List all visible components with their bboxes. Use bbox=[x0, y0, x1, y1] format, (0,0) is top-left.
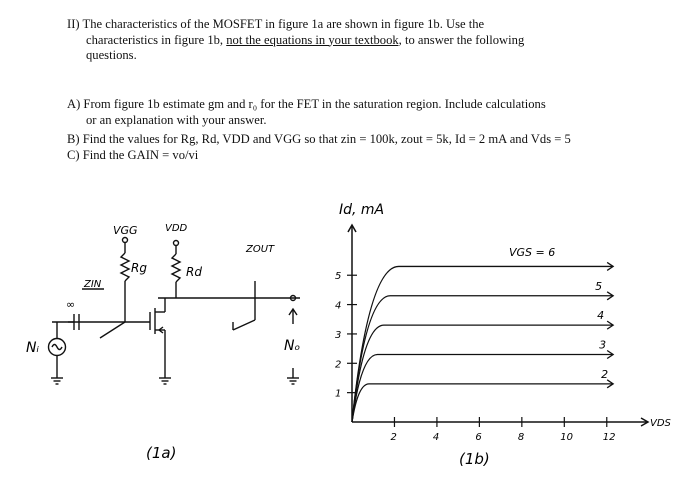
figure-1b-caption: (1b) bbox=[459, 450, 490, 468]
underlined-note: not the equations in your textbook, bbox=[226, 32, 402, 47]
chart-xlabel: VDS bbox=[650, 418, 671, 429]
y-tick-label: 3 bbox=[335, 329, 342, 341]
vdd-label: VDD bbox=[165, 223, 188, 234]
x-tick-label: 8 bbox=[517, 432, 525, 443]
problem-line-3: questions. bbox=[86, 48, 137, 62]
y-tick-label: 4 bbox=[335, 300, 342, 312]
curve-label-5: 5 bbox=[595, 279, 603, 293]
question-a-line-2: or an explanation with your answer. bbox=[86, 112, 267, 127]
y-tick-label: 1 bbox=[335, 388, 342, 400]
infinity-symbol: ∞ bbox=[66, 298, 76, 311]
vi-label: Nᵢ bbox=[26, 340, 39, 356]
problem-line-2c: to answer the following bbox=[401, 32, 525, 47]
figure-1a-caption: (1a) bbox=[146, 444, 177, 462]
curve-vgs-4 bbox=[352, 325, 613, 422]
rg-label: Rg bbox=[131, 261, 147, 275]
vgs-annotation: VGS = 6 bbox=[509, 246, 556, 259]
x-tick-label: 2 bbox=[390, 432, 397, 443]
problem-line-2a: characteristics in figure 1b, bbox=[86, 32, 227, 47]
y-tick-label: 5 bbox=[335, 271, 342, 283]
curve-label-2: 2 bbox=[601, 367, 609, 381]
x-tick-label: 6 bbox=[475, 432, 482, 443]
vo-label: Nₒ bbox=[284, 338, 301, 354]
problem-line-1: II) The characteristics of the MOSFET in figure 1a are shown in figure 1b. Use the bbox=[67, 17, 485, 31]
zout-label: ZOUT bbox=[246, 244, 275, 255]
x-tick-label: 12 bbox=[602, 432, 616, 443]
curve-label-4: 4 bbox=[597, 309, 605, 323]
x-tick-label: 10 bbox=[560, 432, 574, 443]
curve-label-3: 3 bbox=[599, 338, 607, 352]
curve-vgs-5 bbox=[352, 296, 613, 422]
rd-label: Rd bbox=[186, 265, 202, 279]
question-a-line-1: A) From figure 1b estimate gm and r₀ for the FET in the saturation region. Include calculations bbox=[67, 97, 546, 111]
y-tick-label: 2 bbox=[335, 359, 342, 371]
curve-vgs-6 bbox=[352, 266, 613, 422]
chart-ylabel: Id, mA bbox=[339, 202, 385, 218]
question-c: C) Find the GAIN = vo/vi bbox=[67, 147, 199, 162]
x-tick-label: 4 bbox=[432, 432, 440, 443]
curve-vgs-2 bbox=[352, 384, 613, 422]
zin-label: ZIN bbox=[84, 279, 102, 290]
vgg-label: VGG bbox=[113, 224, 138, 237]
question-b: B) Find the values for Rg, Rd, VDD and VGG so that zin = 100k, zout = 5k, Id = 2 mA and Vds = 5 bbox=[67, 132, 571, 146]
curve-vgs-3 bbox=[352, 354, 613, 422]
